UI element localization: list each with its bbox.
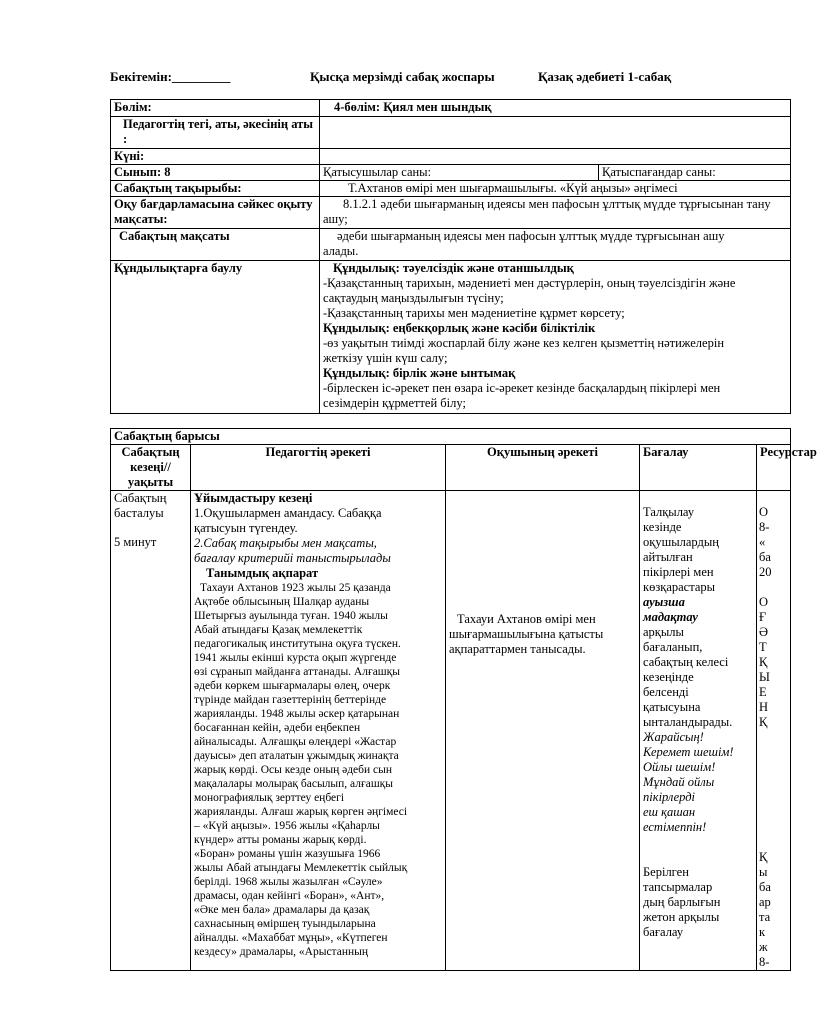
resource-line: Н	[759, 700, 769, 714]
org-stage-title: Ұйымдастыру кезеңі	[194, 491, 313, 505]
biography-line: монографиялық зерттеу еңбегі	[194, 792, 345, 804]
assessment-line: белсенді	[643, 685, 689, 699]
date-value	[320, 149, 791, 165]
biography-line: жарияланды. 1948 жылы әскер қатарынан	[194, 708, 400, 720]
col-header-assessment: Бағалау	[640, 445, 757, 491]
student-activity-cell	[446, 491, 640, 971]
plan-title: Қысқа мерзімді сабақ жоспары	[310, 69, 495, 84]
biography-text	[194, 581, 442, 959]
assessment-line: Ойлы шешім!	[643, 760, 716, 774]
aim-line-2: алады.	[323, 244, 359, 258]
resource-line: Ғ	[759, 610, 767, 624]
teacher-line: қатысуын түгендеу.	[194, 521, 298, 535]
resource-line	[759, 580, 788, 595]
teacher-activity-cell	[191, 491, 446, 971]
subject-title: Қазақ әдебиеті 1-сабақ	[538, 69, 672, 84]
resource-line: Ы	[759, 670, 770, 684]
value-line: -бірлескен іс-әрекет пен өзара іс-әрекет кезінде басқалардың пікірлері мен	[323, 381, 721, 395]
value-line: Құндылық: бірлік және ынтымақ	[323, 366, 516, 380]
assessment-line: бағаланып,	[643, 640, 703, 654]
assessment-line: оқушылардың	[643, 535, 719, 549]
biography-line: жылы Абай атындағы Мемлекеттік сыйлық	[194, 862, 408, 874]
biography-line: жарияланды. Алғаш жарық көрген әңгімесі	[194, 806, 408, 818]
assessment-line: арқылы	[643, 625, 684, 639]
resource-line	[759, 760, 788, 775]
assessment-line: дың барлығын	[643, 895, 721, 909]
biography-line: драмасы, одан кейінгі «Боран», «Ант»,	[194, 890, 385, 902]
resource-line: 20	[759, 565, 772, 579]
goal-value	[320, 197, 791, 229]
teacher-line: 2.Сабақ тақырыбы мен мақсаты,	[194, 536, 377, 550]
biography-line: Тахауи Ахтанов 1923 жылы 25 қазанда	[200, 582, 391, 594]
student-line: шығармашылығына қатысты	[449, 627, 604, 641]
resource-line	[759, 835, 788, 850]
col-header-resources: Ресурстар	[757, 445, 791, 491]
biography-line: «Боран» романы үшін жазушыға 1966	[194, 848, 381, 860]
stage-line: Сабақтың	[114, 491, 167, 505]
assessment-line: сабақтың келесі	[643, 655, 729, 669]
teacher-line: бағалау критерийі таныстырылады	[194, 551, 391, 565]
values-cell	[320, 261, 791, 414]
section-label: Бөлім:	[111, 100, 320, 117]
resource-line: О	[759, 595, 769, 609]
value-line: жеткізу үшін күш салу;	[323, 351, 448, 365]
resource-line	[759, 790, 788, 805]
resource-line: ба	[759, 550, 771, 564]
topic-value: Т.Ахтанов өмірі мен шығармашылығы. «Күй аңызы» әңгімесі	[320, 181, 791, 197]
assessment-line: пікірлерді	[643, 790, 696, 804]
assessment-line: пікірлері мен	[643, 565, 714, 579]
resource-line: О	[759, 505, 769, 519]
resource-line: ар	[759, 895, 771, 909]
resource-line: ба	[759, 880, 771, 894]
biography-line: дауысы» деп аталатын ұжымдық жинақта	[194, 750, 399, 762]
biography-line: босағаннан кейін, әдеби еңбекпен	[194, 722, 361, 734]
biography-line: 1941 жылы екінші курста оқып жүргенде	[194, 652, 397, 664]
student-line: ақпараттармен танысады.	[449, 642, 586, 656]
biography-line: кездесу» драмалары, «Арыстанның	[194, 946, 369, 958]
resources-text	[759, 505, 788, 970]
assessment-line: кезеңінде	[643, 670, 694, 684]
resource-line	[759, 745, 788, 760]
assessment-line: қатысуына	[643, 700, 701, 714]
student-line: Тахауи Ахтанов өмірі мен	[457, 612, 596, 626]
col-header-stage: Сабақтың кезеңі// уақыты	[111, 445, 191, 491]
aim-label: Сабақтың мақсаты	[111, 229, 320, 261]
biography-line: айналды. «Махаббат мұңы», «Күтпеген	[194, 932, 388, 944]
resource-line: 8-	[759, 520, 770, 534]
goal-line-2: ашу;	[323, 212, 348, 226]
values-label: Құндылықтарға баулу	[111, 261, 320, 414]
resource-line: Қ	[759, 655, 768, 669]
col-header-student: Оқушының әрекеті	[446, 445, 640, 491]
resource-line	[759, 775, 788, 790]
resource-line: к	[759, 925, 766, 939]
resource-line	[759, 730, 788, 745]
assessment-line: мадақтау	[643, 610, 698, 624]
assessment-line: Жарайсың!	[643, 730, 704, 744]
resource-line: «	[759, 535, 766, 549]
col-header-teacher: Педагогтің әрекеті	[191, 445, 446, 491]
stage-line: басталуы	[114, 506, 164, 520]
resource-line: Қ	[759, 715, 768, 729]
teacher-value	[320, 117, 791, 149]
assessment-line: бағалау	[643, 925, 684, 939]
goal-line-1: 8.1.2.1 әдеби шығарманың идеясы мен пафосын ұлттық мүдде тұрғысынан тану	[343, 197, 771, 211]
biography-line: Шетырғыз ауылында туған. 1940 жылы	[194, 610, 388, 622]
biography-line: Ақтөбе облысының Шалқар ауданы	[194, 596, 370, 608]
assessment-cell	[640, 491, 757, 971]
present-label: Қатысушылар саны:	[320, 165, 599, 181]
progress-title: Сабақтың барысы	[111, 429, 791, 445]
assessment-line: Талқылау	[643, 505, 695, 519]
assessment-line: еш қашан	[643, 805, 696, 819]
biography-line: – «Күй аңызы». 1956 жылы «Қаһарлы	[194, 820, 380, 832]
goal-label: Оқу бағдарламасына сәйкес оқыту мақсаты:	[111, 197, 320, 229]
assessment-line: Мұндай ойлы	[643, 775, 715, 789]
resource-line: Е	[759, 685, 767, 699]
date-label: Күні:	[111, 149, 320, 165]
stage-cell	[111, 491, 191, 971]
biography-line: айналысады. Алғашқы өлеңдері «Жастар	[194, 736, 397, 748]
value-line: сезімдерін құрметтей білу;	[323, 396, 466, 410]
assessment-line: көзқарастары	[643, 580, 716, 594]
aim-line-1: әдеби шығарманың идеясы мен пафосын ұлттық мүдде тұрғысынан ашу	[337, 229, 725, 243]
resource-line: та	[759, 910, 771, 924]
class-label: Сынып: 8	[111, 165, 320, 181]
resource-line: Т	[759, 640, 767, 654]
stage-time: 5 минут	[114, 535, 157, 549]
approved-label: Бекітемін:_________	[110, 69, 231, 84]
biography-line: сахнасының өміршең туындыларына	[194, 918, 376, 930]
value-line: -Қазақстанның тарихын, мәдениеті мен дәстүрлерін, оның тәуелсіздігін және	[323, 276, 736, 290]
resource-line: ж	[759, 940, 768, 954]
assessment-line: жетон арқылы	[643, 910, 720, 924]
biography-line: Абай атындағы Қазақ мемлекеттік	[194, 624, 363, 636]
assessment-line: кезінде	[643, 520, 682, 534]
biography-line: жарық көрді. Осы кезде оның әдеби сын	[194, 764, 393, 776]
info-title: Танымдық ақпарат	[206, 566, 319, 580]
assessment-line: айтылған	[643, 550, 693, 564]
assessment-text	[643, 505, 753, 940]
resources-cell	[757, 491, 791, 971]
biography-line: мақалалары молырақ басылып, алғашқы	[194, 778, 393, 790]
lesson-progress-table	[110, 428, 817, 971]
biography-line: өзі сұранып майданға аттанады. Алғашқы	[194, 666, 400, 678]
topic-label: Сабақтың тақырыбы:	[111, 181, 320, 197]
value-line: Құндылық: тәуелсіздік және отаншылдық	[333, 261, 574, 275]
value-line: -өз уақытын тиімді жоспарлай білу және кез келген қызметтің нәтижелерін	[323, 336, 725, 350]
resource-line: ы	[759, 865, 768, 879]
assessment-line: Керемет шешім!	[643, 745, 734, 759]
biography-line: берілді. 1968 жылы жазылған «Сәуле»	[194, 876, 383, 888]
biography-line: күндер» атты романы жарық көрді.	[194, 834, 367, 846]
section-value: 4-бөлім: Қиял мен шындық	[320, 100, 791, 117]
value-line: -Қазақстанның тарихы мен мәдениетіне құрмет көрсету;	[323, 306, 625, 320]
absent-label: Қатыспағандар саны:	[599, 165, 791, 181]
biography-line: «Әке мен бала» драмалары да қазақ	[194, 904, 370, 916]
teacher-label: Педагогтің тегі, аты, әкесінің аты :	[111, 117, 320, 149]
teacher-line: 1.Оқушылармен амандасу. Сабаққа	[194, 506, 382, 520]
value-line: сақтаудың маңыздылығын түсіну;	[323, 291, 504, 305]
biography-line: педагогикалық институтына оқуға түскен.	[194, 638, 401, 650]
value-line: Құндылық: еңбекқорлық және кәсіби біліктілік	[323, 321, 596, 335]
assessment-line: ауызша	[643, 595, 685, 609]
resource-line: Ә	[759, 625, 769, 639]
aim-value	[320, 229, 791, 261]
assessment-line: тапсырмалар	[643, 880, 713, 894]
resource-line: 8-	[759, 955, 770, 969]
lesson-info-table	[110, 99, 791, 414]
biography-line: түрінде майдан газеттерінің беттерінде	[194, 694, 387, 706]
assessment-line: ынталандырады.	[643, 715, 733, 729]
resource-line	[759, 805, 788, 820]
assessment-line: Берілген	[643, 865, 689, 879]
biography-line: әдеби көркем шығармалары өлең, очерк	[194, 680, 391, 692]
resource-line: Қ	[759, 850, 768, 864]
resource-line	[759, 820, 788, 835]
assessment-line: естімеппін!	[643, 820, 707, 834]
